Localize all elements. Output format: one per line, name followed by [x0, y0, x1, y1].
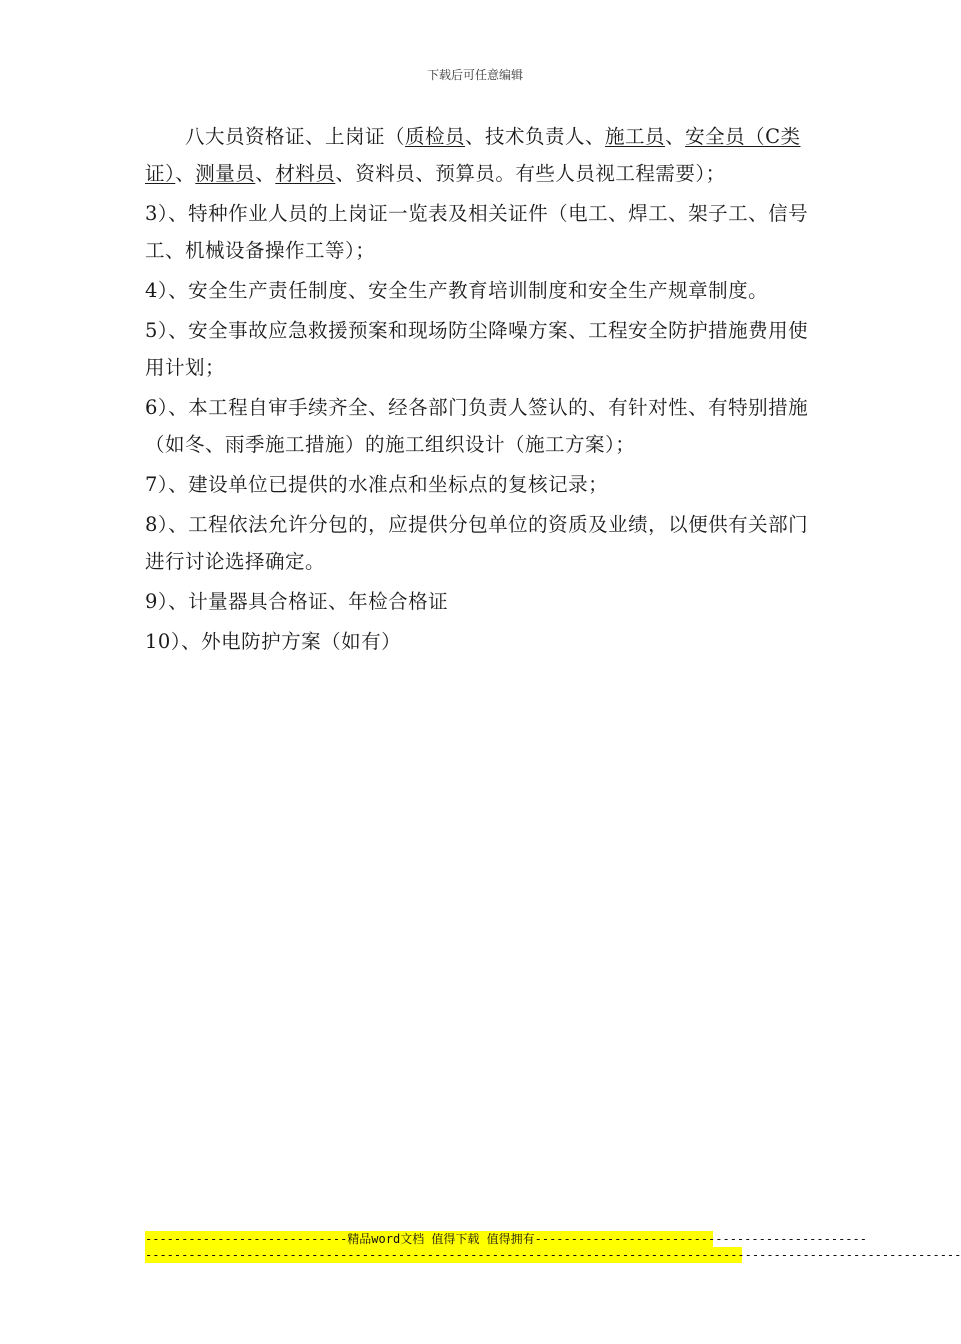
paragraph-item-4: 4）、安全生产责任制度、安全生产教育培训制度和安全生产规章制度。	[145, 279, 769, 302]
text-segment: 、	[175, 162, 196, 185]
text-segment: 、资料员、预算员。有些人员视工程需要）；	[335, 162, 726, 185]
paragraph-item-10: 10）、外电防护方案（如有）	[145, 630, 402, 653]
text-segment: 、	[255, 162, 276, 185]
paragraph-item-9: 9）、计量器具合格证、年检合格证	[145, 590, 449, 613]
paragraph-item-3: 3）、特种作业人员的上岗证一览表及相关证件（电工、焊工、架子工、信号工、机械设备操作工等）；	[145, 202, 809, 262]
text-segment: 八大员资格证、上岗证（	[185, 125, 406, 148]
paragraph-item-6: 6）、本工程自审手续齐全、经各部门负责人签认的、有针对性、有特别措施（如冬、雨季施工措施）的施工组织设计（施工方案）；	[145, 396, 809, 456]
underlined-term: 材料员	[275, 162, 336, 185]
paragraph-staff-certificates	[145, 118, 810, 192]
text-segment: 、	[665, 125, 686, 148]
page-header: 下载后可任意编辑	[426, 68, 523, 82]
text-segment: 、技术负责人、	[465, 125, 606, 148]
underlined-term: 质检员	[405, 125, 466, 148]
underlined-term: 测量员	[195, 162, 256, 185]
paragraph-item-7: 7）、建设单位已提供的水准点和坐标点的复核记录；	[145, 473, 609, 496]
footer-banner-line-1: ----------------------------精品word文档 值得下载 值得拥有----------------------------------------------	[145, 1232, 867, 1246]
underlined-term: 安全员（C类证）	[145, 125, 801, 185]
paragraph-item-8: 8）、工程依法允许分包的，应提供分包单位的资质及业绩，以便供有关部门进行讨论选择确定。	[145, 513, 809, 573]
footer-banner-line-2: -----------------------------------------------------------------------------------------------------------------	[145, 1248, 961, 1262]
document-body	[145, 118, 810, 663]
paragraph-item-5: 5）、安全事故应急救援预案和现场防尘降噪方案、工程安全防护措施费用使用计划；	[145, 319, 809, 379]
underlined-term: 施工员	[605, 125, 666, 148]
